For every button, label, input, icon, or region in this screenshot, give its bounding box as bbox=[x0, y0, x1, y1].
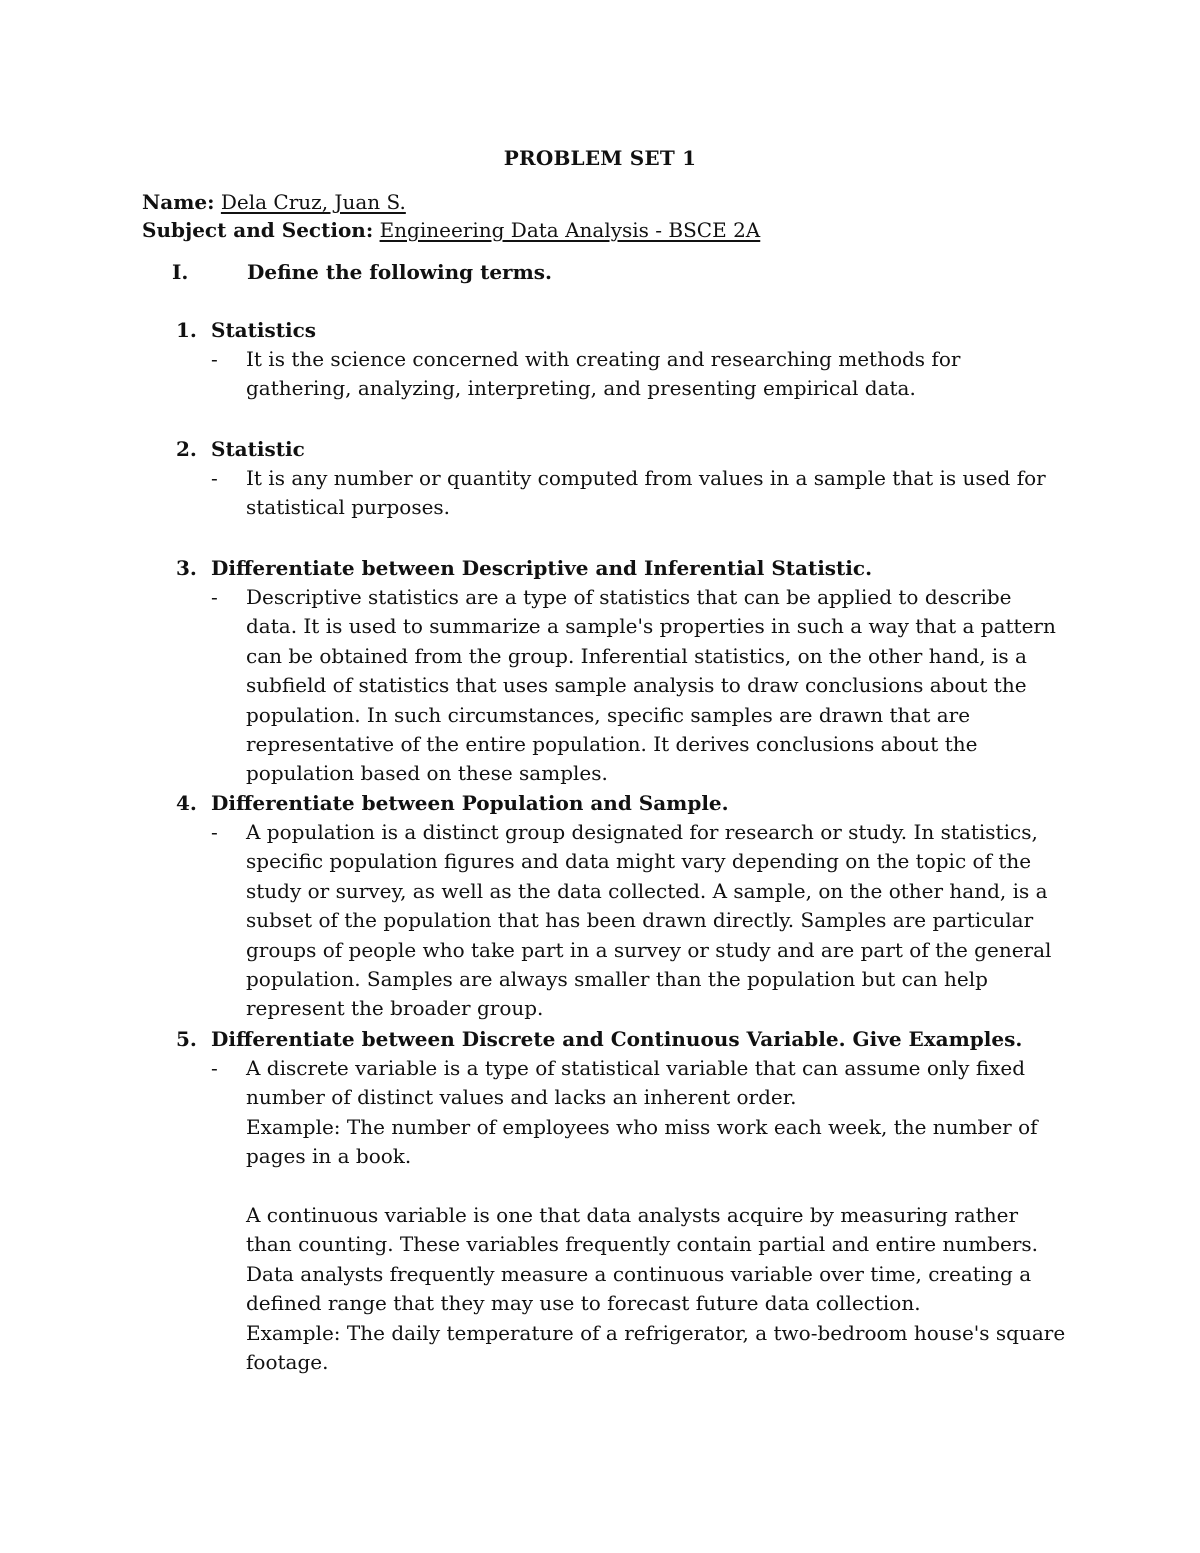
page-title: PROBLEM SET 1 bbox=[503, 146, 697, 170]
section-heading bbox=[172, 258, 552, 286]
item-title: Differentiate between Descriptive and Inferential Statistic. bbox=[211, 556, 873, 580]
subject-value: Engineering Data Analysis - BSCE 2A bbox=[379, 218, 761, 242]
answer-paragraph: It is the science concerned with creating and researching methods for gathering, analyzing, interpreting, and presenting empirical data. bbox=[246, 347, 961, 401]
answer-paragraph-discrete: A discrete variable is a type of statistical variable that can assume only fixed number of distinct values and lacks an inherent order. bbox=[246, 1056, 1026, 1110]
paragraph-gap bbox=[246, 1172, 1066, 1201]
answer-example-continuous: Example: The daily temperature of a refrigerator, a two-bedroom house's square footage. bbox=[246, 1320, 1066, 1375]
answer-paragraph: It is any number or quantity computed from values in a sample that is used for statistical purposes. bbox=[246, 466, 1046, 520]
list-item-statistics bbox=[176, 316, 1076, 404]
answer-paragraph: A population is a distinct group designated for research or study. In statistics, specific population figures and data might vary depending on the topic of the study or survey, as well as the data collected. A sample, on the other hand, is a subset of the population that has been drawn directly. Samples are particular groups of people who take part in a survey or study and are part of the general population. Samples are always smaller than the population but can help represent the broader group. bbox=[246, 820, 1052, 1021]
item-title: Differentiate between Discrete and Continuous Variable. Give Examples. bbox=[211, 1027, 1023, 1051]
bullet-dash: - bbox=[211, 585, 218, 609]
item-heading bbox=[176, 789, 1076, 818]
item-number: 1. bbox=[176, 318, 197, 342]
item-title: Differentiate between Population and Sample. bbox=[211, 791, 729, 815]
bullet-dash: - bbox=[211, 347, 218, 371]
name-value: Dela Cruz, Juan S. bbox=[220, 190, 406, 214]
bullet-dash: - bbox=[211, 466, 218, 490]
item-heading bbox=[176, 554, 1076, 583]
subject-label: Subject and Section: bbox=[142, 218, 374, 242]
item-answer bbox=[211, 583, 1066, 789]
bullet-dash: - bbox=[211, 1056, 218, 1080]
student-name-line bbox=[142, 188, 406, 216]
list-item-discrete-continuous bbox=[176, 1025, 1076, 1377]
item-answer bbox=[211, 818, 1066, 1024]
item-answer bbox=[211, 345, 1066, 404]
list-item-population-sample bbox=[176, 789, 1076, 1024]
list-item-statistic bbox=[176, 435, 1076, 523]
item-answer bbox=[211, 1054, 1066, 1377]
item-title: Statistics bbox=[211, 318, 317, 342]
section-title: Define the following terms. bbox=[247, 260, 552, 284]
name-label: Name: bbox=[142, 190, 215, 214]
list-item-descriptive-inferential bbox=[176, 554, 1076, 789]
item-number: 3. bbox=[176, 556, 197, 580]
item-answer bbox=[211, 464, 1066, 523]
item-number: 2. bbox=[176, 437, 197, 461]
item-heading bbox=[176, 435, 1076, 464]
bullet-dash: - bbox=[211, 820, 218, 844]
item-title: Statistic bbox=[211, 437, 305, 461]
section-roman-numeral: I. bbox=[172, 260, 189, 284]
answer-paragraph-continuous: A continuous variable is one that data analysts acquire by measuring rather than counting. These variables frequently contain partial and entire numbers. Data analysts frequently measure a continuous variable over time, creating a defined range that they may use to forecast future data collection. bbox=[246, 1203, 1039, 1316]
answer-example-discrete: Example: The number of employees who miss work each week, the number of pages in a book. bbox=[246, 1114, 1038, 1169]
item-heading bbox=[176, 1025, 1076, 1054]
item-number: 4. bbox=[176, 791, 197, 815]
subject-section-line bbox=[142, 216, 760, 244]
answer-paragraph: Descriptive statistics are a type of statistics that can be applied to describe data. It is used to summarize a sample's properties in such a way that a pattern can be obtained from the group. Inferential statistics, on the other hand, is a subfield of statistics that uses sample analysis to draw conclusions about the population. In such circumstances, specific samples are drawn that are representative of the entire population. It derives conclusions about the population based on these samples. bbox=[246, 585, 1056, 786]
item-number: 5. bbox=[176, 1027, 197, 1051]
item-heading bbox=[176, 316, 1076, 345]
